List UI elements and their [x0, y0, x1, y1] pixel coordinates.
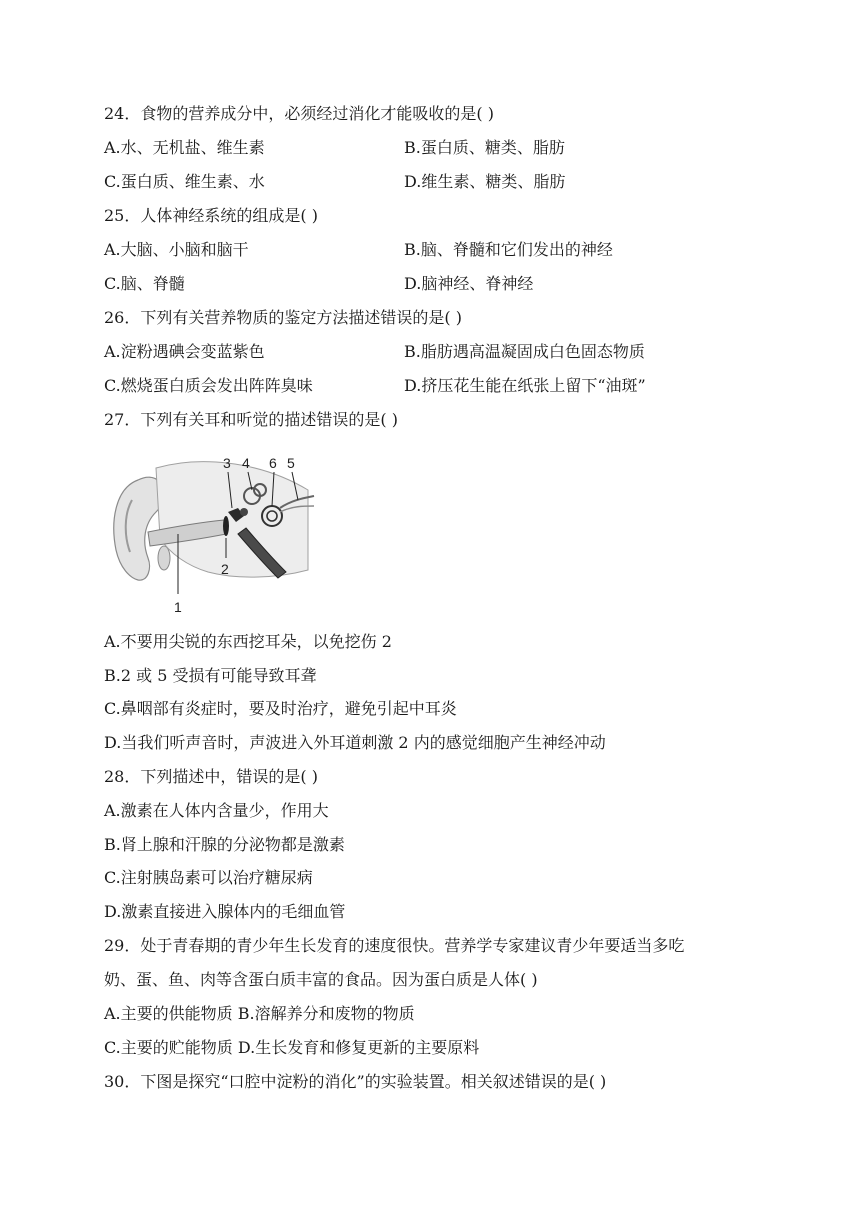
q27-option-b: B.2 或 5 受损有可能导致耳聋 — [104, 666, 317, 685]
q25-option-d: D.脑神经、脊神经 — [404, 274, 534, 293]
ear-label-5: 5 — [287, 455, 295, 471]
ear-label-1: 1 — [174, 599, 182, 615]
q26-option-d: D.挤压花生能在纸张上留下“油斑” — [404, 376, 646, 395]
ear-label-4: 4 — [242, 455, 250, 471]
question-28-stem: 28．下列描述中，错误的是( ) — [104, 767, 318, 786]
q26-option-a: A.淀粉遇碘会变蓝紫色 — [104, 342, 265, 361]
q24-option-c: C.蛋白质、维生素、水 — [104, 172, 265, 191]
q24-option-b: B.蛋白质、糖类、脂肪 — [404, 138, 565, 157]
q27-option-d: D.当我们听声音时，声波进入外耳道刺激 2 内的感觉细胞产生神经冲动 — [104, 733, 606, 752]
q28-option-c: C.注射胰岛素可以治疗糖尿病 — [104, 868, 313, 887]
q28-option-d: D.激素直接进入腺体内的毛细血管 — [104, 902, 346, 921]
q29-options-line1: A.主要的供能物质 B.溶解养分和废物的物质 — [104, 1004, 415, 1023]
question-30-stem: 30．下图是探究“口腔中淀粉的消化”的实验装置。相关叙述错误的是( ) — [104, 1072, 607, 1091]
question-26-stem: 26．下列有关营养物质的鉴定方法描述错误的是( ) — [104, 308, 462, 327]
q25-option-b: B.脑、脊髓和它们发出的神经 — [404, 240, 613, 259]
question-24-stem: 24．食物的营养成分中，必须经过消化才能吸收的是( ) — [104, 104, 494, 123]
q25-option-a: A.大脑、小脑和脑干 — [104, 240, 249, 259]
question-27-stem: 27．下列有关耳和听觉的描述错误的是( ) — [104, 410, 398, 429]
question-29-stem-line2: 奶、蛋、鱼、肉等含蛋白质丰富的食品。因为蛋白质是人体( ) — [104, 970, 538, 989]
ear-label-2: 2 — [221, 561, 229, 577]
q26-option-b: B.脂肪遇高温凝固成白色固态物质 — [404, 342, 645, 361]
q29-options-line2: C.主要的贮能物质 D.生长发育和修复更新的主要原料 — [104, 1038, 480, 1057]
q25-option-c: C.脑、脊髓 — [104, 274, 185, 293]
q26-option-c: C.燃烧蛋白质会发出阵阵臭味 — [104, 376, 313, 395]
ear-label-6: 6 — [269, 455, 277, 471]
ear-label-3: 3 — [223, 455, 231, 471]
question-25-stem: 25．人体神经系统的组成是( ) — [104, 206, 318, 225]
q24-option-a: A.水、无机盐、维生素 — [104, 138, 265, 157]
ear-anatomy-figure — [108, 450, 320, 620]
q27-option-c: C.鼻咽部有炎症时，要及时治疗，避免引起中耳炎 — [104, 699, 457, 718]
q27-option-a: A.不要用尖锐的东西挖耳朵，以免挖伤 2 — [104, 632, 392, 651]
question-29-stem-line1: 29．处于青春期的青少年生长发育的速度很快。营养学专家建议青少年要适当多吃 — [104, 936, 685, 955]
q28-option-b: B.肾上腺和汗腺的分泌物都是激素 — [104, 835, 345, 854]
q28-option-a: A.激素在人体内含量少，作用大 — [104, 801, 329, 820]
q24-option-d: D.维生素、糖类、脂肪 — [404, 172, 566, 191]
